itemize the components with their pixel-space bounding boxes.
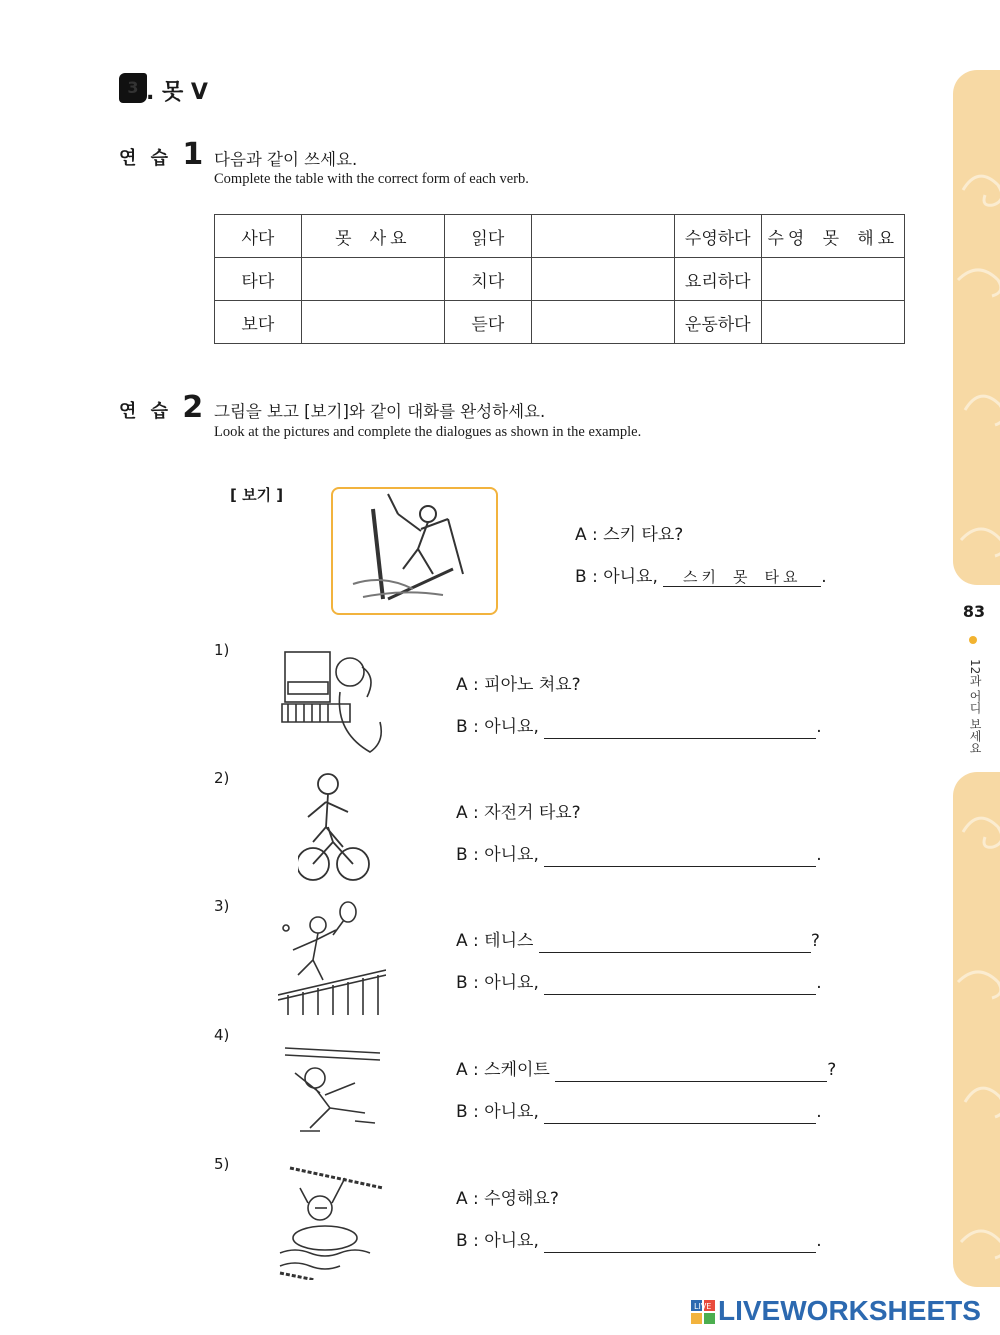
answer-line (456, 968, 822, 995)
bullet-dot-icon (969, 636, 977, 644)
section-title: . 못 V (146, 80, 208, 105)
answer-cell (531, 258, 674, 301)
answer-cell (301, 258, 444, 301)
question-text: A : 피아노 쳐요? (456, 675, 581, 695)
answer-blank-input[interactable] (544, 846, 816, 867)
example-answer-line: B : 아니요, 스키 못 타요 . (575, 567, 827, 587)
question-blank-input[interactable] (555, 1061, 827, 1082)
question-suffix: ? (810, 931, 820, 951)
answer-suffix: . (816, 717, 822, 737)
answer-line (456, 712, 822, 739)
answer-line (456, 840, 822, 867)
answer-prefix: B : 아니요, (456, 717, 539, 737)
answer-cell (761, 215, 904, 258)
side-tab-top (953, 70, 1000, 585)
exercise2-label: 연 습 2 (119, 390, 204, 425)
example-question: A : 스키 타요? (575, 525, 684, 545)
answer-cell (531, 301, 674, 344)
answer-input[interactable] (533, 216, 674, 256)
verb-cell: 요리하다 (674, 258, 761, 301)
answer-input[interactable] (302, 302, 443, 342)
verb-cell: 치다 (445, 258, 532, 301)
answer-prefix: B : 아니요, (456, 1231, 539, 1251)
answer-input[interactable] (762, 302, 903, 342)
verb-cell: 수영하다 (674, 215, 761, 258)
page-number: 83 (962, 602, 986, 621)
liveworksheets-logo-icon (691, 1300, 715, 1324)
verb-table (214, 214, 905, 344)
answer-input[interactable] (302, 259, 443, 299)
table-row (215, 301, 905, 344)
answer-blank-input[interactable] (544, 974, 816, 995)
skater-icon (275, 1033, 385, 1145)
answer-line (456, 1097, 822, 1124)
answer-suffix: . (816, 1231, 822, 1251)
question-line (456, 798, 581, 823)
table-row (215, 215, 905, 258)
question-line (456, 926, 820, 953)
verb-cell: 사다 (215, 215, 302, 258)
swimmer-icon (275, 1158, 385, 1280)
section-number: 3 (127, 78, 139, 97)
exercise1-label: 연 습 1 (119, 137, 204, 172)
verb-cell: 읽다 (445, 215, 532, 258)
answer-prefix: B : 아니요, (456, 973, 539, 993)
question-line (456, 670, 581, 695)
exercise1-instruction-ko: 다음과 같이 쓰세요. (214, 150, 358, 169)
answer-line (456, 1226, 822, 1253)
example-answer: 스키 못 타요 (663, 566, 821, 587)
verb-cell: 운동하다 (674, 301, 761, 344)
answer-input[interactable] (533, 259, 674, 299)
verb-cell: 보다 (215, 301, 302, 344)
cloud-pattern-icon (953, 70, 1000, 585)
answer-blank-input[interactable] (544, 1103, 816, 1124)
exercise2-instruction-en: Look at the pictures and complete the dialogues as shown in the example. (214, 424, 642, 440)
table-row (215, 258, 905, 301)
answer-suffix: . (816, 1102, 822, 1122)
question-suffix: ? (827, 1060, 837, 1080)
skier-illustration (331, 487, 498, 615)
liveworksheets-brand[interactable]: LIVEWORKSHEETS (718, 1295, 981, 1326)
exercise1-instruction-en: Complete the table with the correct form of each verb. (214, 171, 529, 187)
question-text: A : 자전거 타요? (456, 803, 581, 823)
side-tab-bottom (953, 772, 1000, 1287)
filled-answer: 못 사요 (335, 228, 411, 249)
answer-cell (531, 215, 674, 258)
item-number: 1) (214, 641, 230, 659)
cloud-pattern-icon (953, 772, 1000, 1287)
answer-input[interactable] (762, 259, 903, 299)
question-blank-input[interactable] (539, 932, 811, 953)
item-number: 2) (214, 769, 230, 787)
question-text: A : 수영해요? (456, 1189, 559, 1209)
answer-cell (301, 301, 444, 344)
filled-answer: 수영 못 해요 (767, 228, 899, 249)
verb-cell: 타다 (215, 258, 302, 301)
piano-girl-icon (280, 642, 385, 760)
bicycle-boy-icon (298, 772, 370, 887)
example-label: [ 보기 ] (230, 486, 284, 504)
answer-cell (761, 258, 904, 301)
answer-cell (301, 215, 444, 258)
svg-text:LIVE: LIVE (694, 1302, 712, 1311)
answer-prefix: B : 아니요, (456, 845, 539, 865)
chapter-label: 12과 어디 보세요 (968, 659, 982, 754)
answer-input[interactable] (533, 302, 674, 342)
item-number: 3) (214, 897, 230, 915)
item-number: 4) (214, 1026, 230, 1044)
skier-icon (333, 489, 496, 613)
answer-cell (761, 301, 904, 344)
exercise2-instruction-ko: 그림을 보고 [보기]와 같이 대화를 완성하세요. (214, 402, 546, 421)
verb-cell: 듣다 (445, 301, 532, 344)
question-line (456, 1184, 559, 1209)
item-number: 5) (214, 1155, 230, 1173)
answer-suffix: . (816, 973, 822, 993)
question-text: A : 스케이트 (456, 1060, 550, 1080)
answer-blank-input[interactable] (544, 1232, 816, 1253)
tennis-player-icon (278, 900, 386, 1020)
answer-suffix: . (816, 845, 822, 865)
answer-prefix: B : 아니요, (456, 1102, 539, 1122)
question-line (456, 1055, 836, 1082)
question-text: A : 테니스 (456, 931, 534, 951)
answer-blank-input[interactable] (544, 718, 816, 739)
section-badge (119, 73, 147, 103)
